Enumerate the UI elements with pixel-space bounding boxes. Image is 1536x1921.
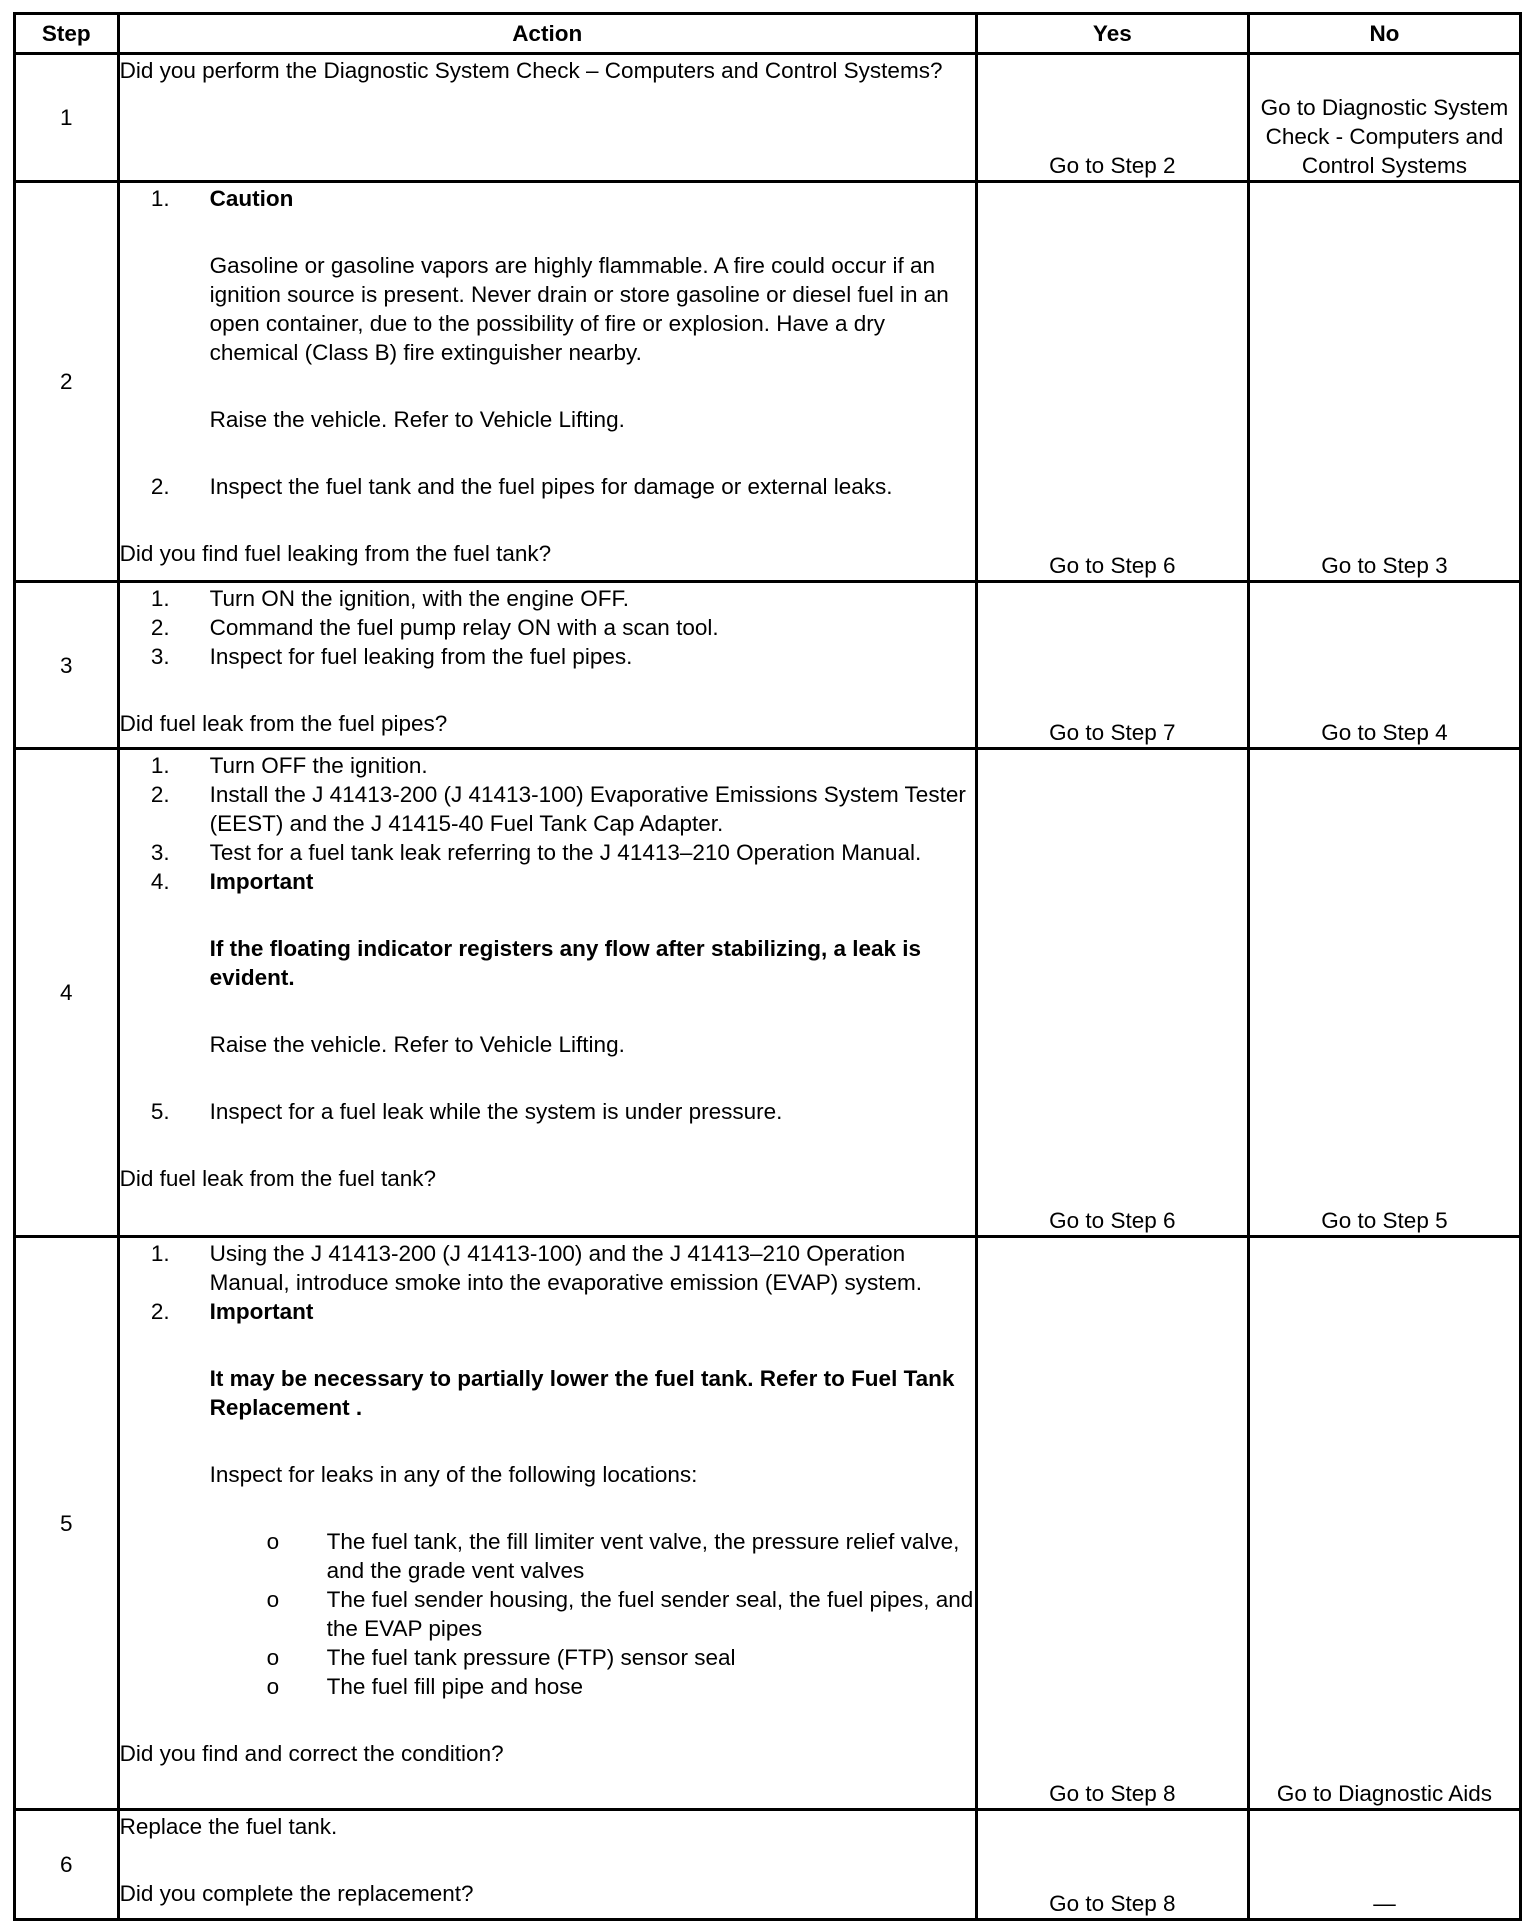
location-text: The fuel tank, the fill limiter vent valve, the pressure relief valve, and the grade vent valves — [326, 1529, 960, 1583]
header-step: Step — [15, 14, 119, 54]
step-instruction: Command the fuel pump relay ON with a scan tool. — [209, 615, 719, 640]
location-item — [261, 1672, 975, 1701]
action-cell — [118, 749, 976, 1237]
caution-label: Caution — [209, 186, 294, 211]
item-number: 3. — [150, 644, 170, 669]
step-number: 6 — [15, 1810, 119, 1920]
table-row — [15, 1237, 1521, 1810]
important-label: Important — [209, 1299, 314, 1324]
step-instruction: Inspect the fuel tank and the fuel pipes for damage or external leaks. — [209, 474, 893, 499]
important-note: It may be necessary to partially lower the fuel tank. Refer to Fuel Tank Replacement . — [209, 1366, 955, 1420]
step-number: 4 — [15, 749, 119, 1237]
list-item — [120, 472, 975, 501]
no-result: Go to Step 4 — [1248, 582, 1520, 749]
header-row — [15, 14, 1521, 54]
list-item — [120, 1239, 975, 1297]
list-item — [120, 780, 975, 838]
header-yes: Yes — [976, 14, 1248, 54]
item-number: 3. — [150, 840, 170, 865]
item-number: 2. — [150, 474, 170, 499]
action-text: Did you perform the Diagnostic System Check – Computers and Control Systems? — [119, 58, 943, 83]
step-instruction: Using the J 41413-200 (J 41413-100) and the J 41413–210 Operation Manual, introduce smoke into the evaporative emission (EVAP) system. — [209, 1241, 923, 1295]
list-item — [120, 867, 975, 1097]
yes-result: Go to Step 2 — [976, 54, 1248, 182]
caution-text: Gasoline or gasoline vapors are highly flammable. A fire could occur if an ignition source is present. Never drain or store gasoline or diesel fuel in an open container, due to the possibility of fire or explosion. Have a dry chemical (Class B) fire extinguisher nearby. — [209, 253, 949, 365]
list-item — [120, 751, 975, 780]
table-row — [15, 749, 1521, 1237]
location-text: The fuel fill pipe and hose — [326, 1674, 584, 1699]
yes-result: Go to Step 6 — [976, 182, 1248, 582]
list-item — [120, 584, 975, 613]
bullet-icon: o — [266, 1645, 280, 1670]
item-number: 1. — [150, 186, 170, 211]
location-item — [261, 1585, 975, 1643]
location-item — [261, 1527, 975, 1585]
no-result: Go to Step 5 — [1248, 749, 1520, 1237]
location-text: The fuel tank pressure (FTP) sensor seal — [326, 1645, 736, 1670]
step-instruction: Inspect for leaks in any of the following locations: — [209, 1462, 698, 1487]
list-item — [120, 642, 975, 671]
action-cell — [118, 182, 976, 582]
step-instruction: Turn ON the ignition, with the engine OFF. — [209, 586, 629, 611]
action-cell — [118, 1237, 976, 1810]
header-action: Action — [118, 14, 976, 54]
no-result: Go to Diagnostic System Check - Computers and Control Systems — [1248, 54, 1520, 182]
step-number: 5 — [15, 1237, 119, 1810]
location-item — [261, 1643, 975, 1672]
action-cell — [118, 582, 976, 749]
bullet-icon: o — [266, 1529, 280, 1554]
yes-result: Go to Step 8 — [976, 1237, 1248, 1810]
no-result: — — [1248, 1810, 1520, 1920]
step-instruction: Turn OFF the ignition. — [209, 753, 428, 778]
item-number: 1. — [150, 586, 170, 611]
item-number: 2. — [150, 1299, 170, 1324]
step-instruction: Inspect for a fuel leak while the system is under pressure. — [209, 1099, 783, 1124]
item-number: 5. — [150, 1099, 170, 1124]
item-number: 2. — [150, 615, 170, 640]
table-row — [15, 1810, 1521, 1920]
yes-result: Go to Step 7 — [976, 582, 1248, 749]
step-instruction: Install the J 41413-200 (J 41413-100) Evaporative Emissions System Tester (EEST) and the J 41415-40 Fuel Tank Cap Adapter. — [209, 782, 966, 836]
header-no: No — [1248, 14, 1520, 54]
action-cell — [118, 1810, 976, 1920]
table-row — [15, 54, 1521, 182]
bullet-icon: o — [266, 1587, 280, 1612]
step-instruction: Raise the vehicle. Refer to Vehicle Lifting. — [209, 1032, 625, 1057]
diagnostic-table — [13, 12, 1522, 1921]
step-number: 3 — [15, 582, 119, 749]
no-result: Go to Diagnostic Aids — [1248, 1237, 1520, 1810]
step-number: 2 — [15, 182, 119, 582]
item-number: 4. — [150, 869, 170, 894]
list-item — [120, 1297, 975, 1527]
step-instruction: Raise the vehicle. Refer to Vehicle Lifting. — [209, 407, 625, 432]
action-cell — [118, 54, 976, 182]
step-instruction: Test for a fuel tank leak referring to the J 41413–210 Operation Manual. — [209, 840, 922, 865]
step-instruction: Inspect for fuel leaking from the fuel pipes. — [209, 644, 633, 669]
list-item — [120, 613, 975, 642]
item-number: 1. — [150, 1241, 170, 1266]
item-number: 1. — [150, 753, 170, 778]
location-text: The fuel sender housing, the fuel sender seal, the fuel pipes, and the EVAP pipes — [326, 1587, 974, 1641]
important-label: Important — [209, 869, 314, 894]
important-note: If the floating indicator registers any flow after stabilizing, a leak is evident. — [209, 936, 922, 990]
table-row — [15, 182, 1521, 582]
yes-result: Go to Step 8 — [976, 1810, 1248, 1920]
step-question: Did fuel leak from the fuel pipes? — [119, 711, 448, 736]
item-number: 2. — [150, 782, 170, 807]
step-question: Did you find fuel leaking from the fuel tank? — [119, 541, 552, 566]
step-question: Did fuel leak from the fuel tank? — [119, 1166, 437, 1191]
list-item — [120, 1097, 975, 1126]
yes-result: Go to Step 6 — [976, 749, 1248, 1237]
list-item — [120, 838, 975, 867]
bullet-icon: o — [266, 1674, 280, 1699]
step-instruction: Replace the fuel tank. — [119, 1814, 338, 1839]
step-question: Did you complete the replacement? — [119, 1881, 474, 1906]
step-number: 1 — [15, 54, 119, 182]
no-result: Go to Step 3 — [1248, 182, 1520, 582]
table-row — [15, 582, 1521, 749]
step-question: Did you find and correct the condition? — [119, 1741, 504, 1766]
list-item — [120, 184, 975, 472]
